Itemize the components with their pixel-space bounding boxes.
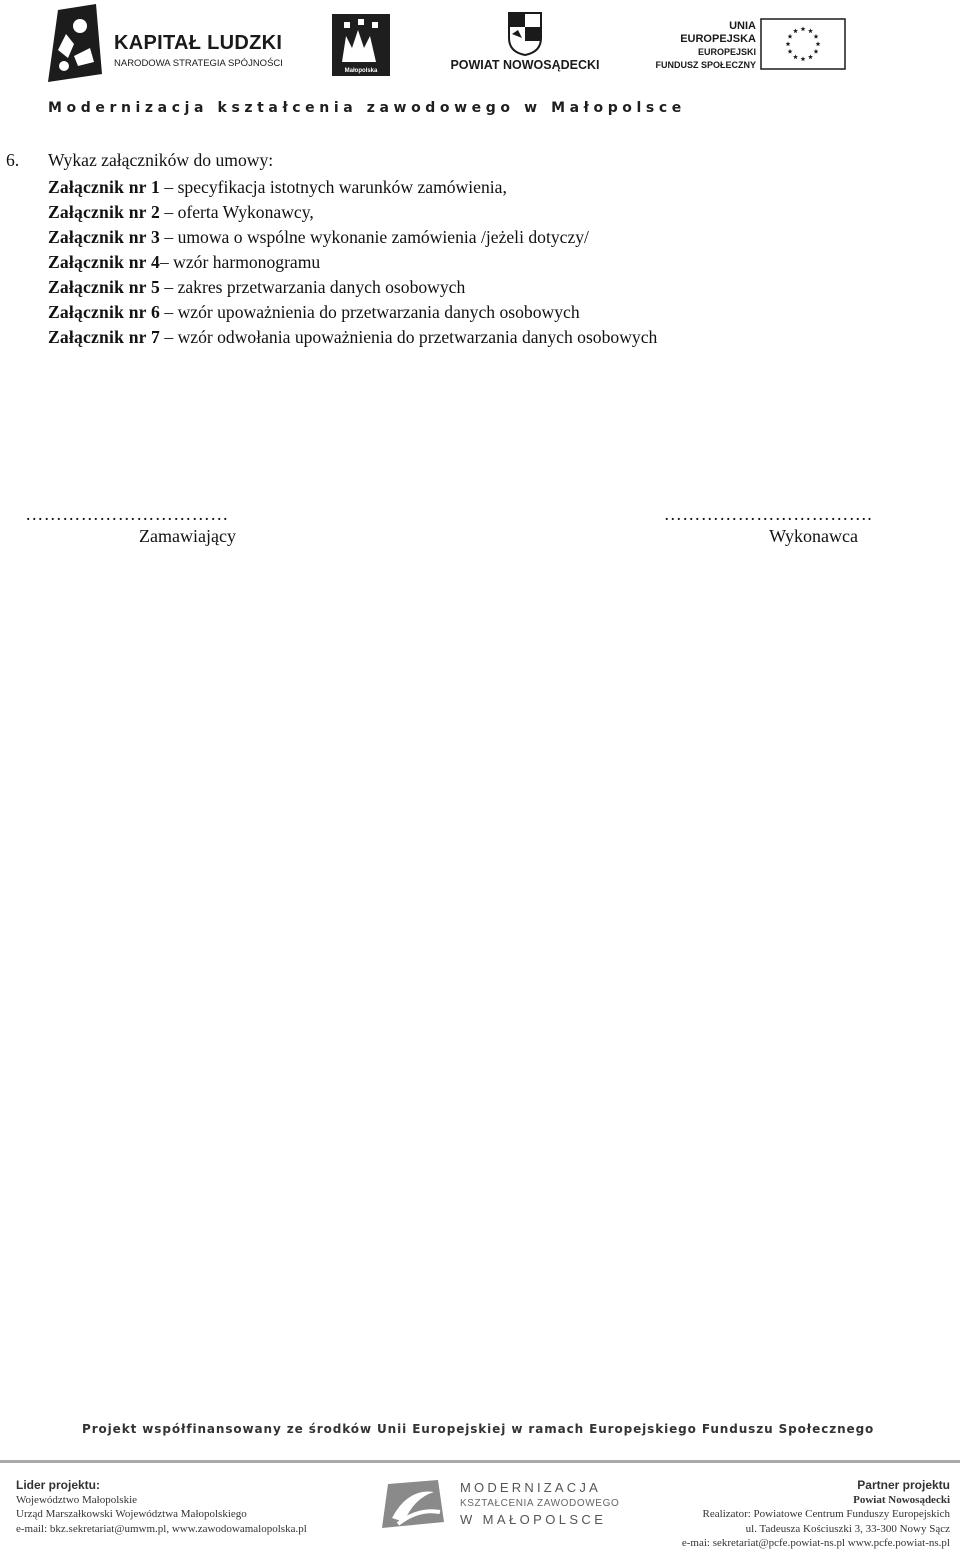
list-item [48,300,657,325]
partner-heading: Partner projektu [857,1478,950,1492]
lider-line: Urząd Marszałkowski Województwa Małopolskiego [16,1508,247,1520]
attachment-label: Załącznik nr 6 [48,302,160,322]
modernizacja-line2: KSZTAŁCENIA ZAWODOWEGO [460,1498,620,1509]
attachment-label: Załącznik nr 4 [48,252,160,272]
signature-label: Wykonawca [769,526,858,546]
attachment-label: Załącznik nr 1 [48,177,160,197]
attachment-label: Załącznik nr 2 [48,202,160,222]
attachment-text: – zakres przetwarzania danych osobowych [159,277,466,297]
lider-line: Województwo Małopolskie [16,1493,138,1506]
list-item [48,325,657,350]
attachment-label: Załącznik nr 5 [48,277,160,297]
signature-label: Zamawiający [139,526,236,546]
partner-line: Realizator: Powiatowe Centrum Funduszy Europejskich [702,1508,950,1520]
powiat-shield-icon [508,12,542,56]
powiat-nowosadecki-logo [440,12,610,78]
attachment-text: – wzór harmonogramu [159,252,321,272]
signature-zamawiajacy [6,504,248,548]
attachment-text: – oferta Wykonawcy, [159,202,314,222]
signature-line: …………………………… [25,504,229,524]
lider-contact: e-mail: bkz.sekretariat@umwm.pl, www.zawodowamalopolska.pl [16,1522,307,1535]
footer-divider [0,1460,960,1463]
attachment-label: Załącznik nr 7 [48,327,160,347]
eu-line3: FUNDUSZ SPOŁECZNY [655,60,756,70]
partner-name: Powiat Nowosądecki [853,1493,950,1506]
project-partner-info [682,1478,950,1551]
eu-flag-icon [760,18,846,70]
powiat-name: POWIAT NOWOSĄDECKI [450,58,600,72]
kapital-ludzki-subtitle: NARODOWA STRATEGIA SPÓJNOŚCI [114,58,283,69]
attachment-text: – umowa o wspólne wykonanie zamówienia /jeżeli dotyczy/ [159,227,589,247]
eu-line2: EUROPEJSKI [697,47,756,57]
attachment-label: Załącznik nr 3 [48,227,160,247]
malopolska-logo [332,14,390,76]
modernizacja-logo [378,1474,618,1536]
list-item [48,175,657,200]
kapital-ludzki-logo [44,4,294,82]
modernizacja-line3: W MAŁOPOLSCE [460,1512,607,1527]
eu-line1: UNIA EUROPEJSKA [680,20,756,45]
eu-text [652,20,756,72]
malopolska-emblem-icon [332,14,390,76]
signature-line: ……………………………. [663,504,873,524]
partner-contact: e-mai: sekretariat@pcfe.powiat-ns.pl www.pcfe.powiat-ns.pl [681,1537,950,1549]
cofinancing-note: Projekt współfinansowany ze środków Unii Europejskiej w ramach Europejskiego Funduszu Społecznego [82,1422,875,1436]
attachment-text: – specyfikacja istotnych warunków zamówienia, [159,177,507,197]
modernizacja-emblem-icon [378,1478,448,1532]
section-number: 6. [6,150,20,170]
attachment-text: – wzór odwołania upoważnienia do przetwarzania danych osobowych [159,327,658,347]
signature-wykonawca [640,504,896,548]
list-item [48,200,657,225]
list-item [48,250,657,275]
modernizacja-line1: MODERNIZACJA [460,1480,601,1495]
program-name: Modernizacja kształcenia zawodowego w Małopolsce [48,100,686,116]
project-leader-info [16,1478,307,1536]
eu-logo [652,18,847,68]
attachments-list [48,175,657,350]
list-item [48,225,657,250]
list-item [48,275,657,300]
section-title: Wykaz załączników do umowy: [48,150,274,170]
malopolska-caption: Małopolska [344,68,378,74]
attachment-text: – wzór upoważnienia do przetwarzania danych osobowych [159,302,580,322]
kapital-ludzki-title: KAPITAŁ LUDZKI [114,32,283,54]
kapital-ludzki-emblem-icon [44,4,102,82]
partner-line: ul. Tadeusza Kościuszki 3, 33-300 Nowy Sącz [745,1522,950,1535]
lider-heading: Lider projektu: [16,1478,101,1492]
